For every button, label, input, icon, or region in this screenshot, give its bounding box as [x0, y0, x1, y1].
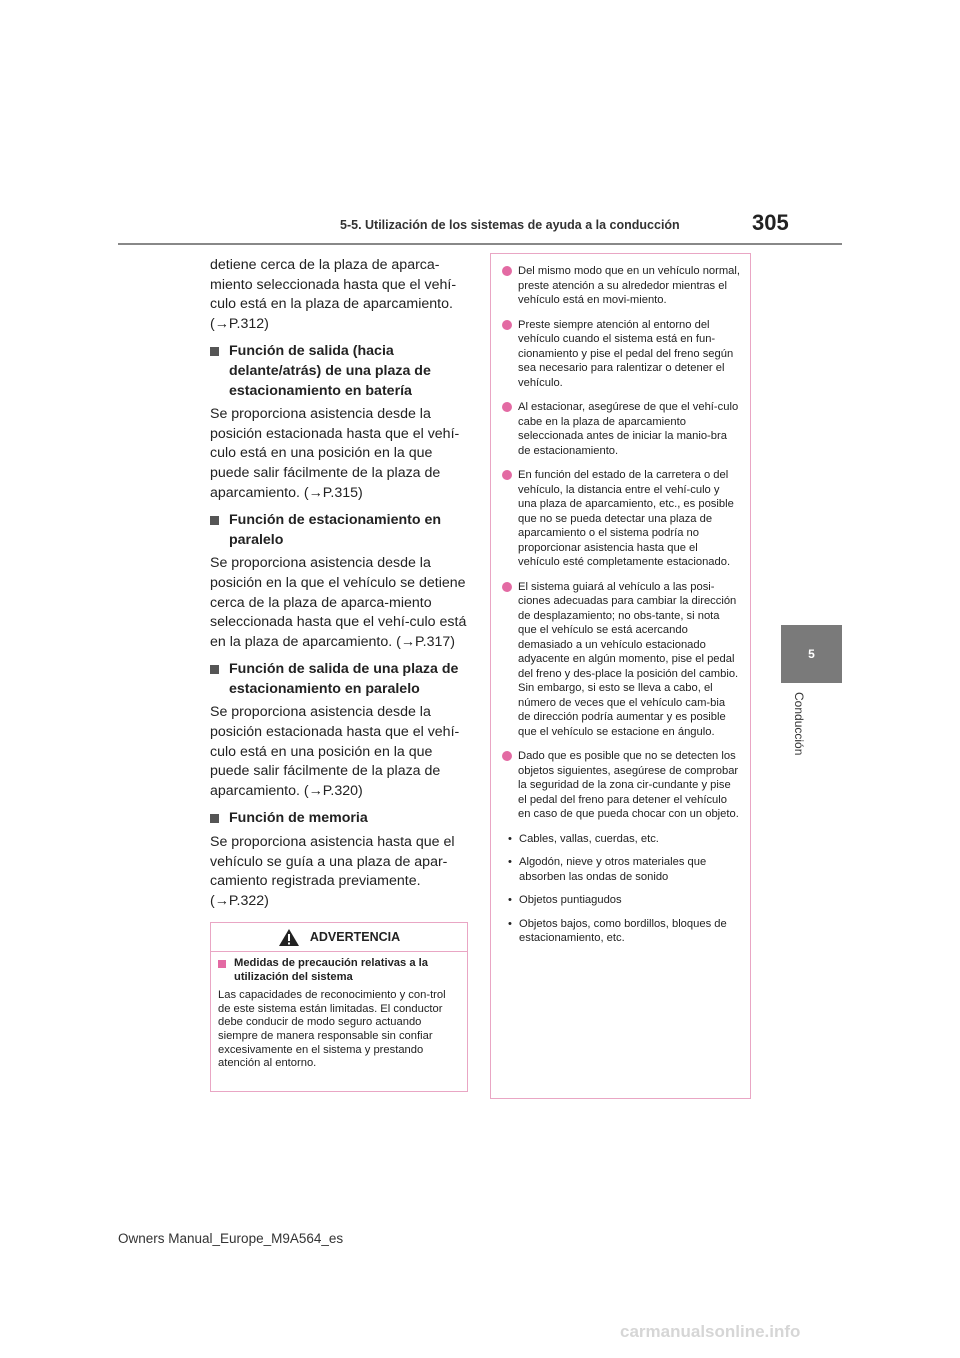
intro-paragraph: detiene cerca de la plaza de aparca-miento seleccionada hasta que el vehí-culo está en la plaza de aparcamiento. (→P.312): [210, 257, 457, 332]
list-item: En función del estado de la carretera o del vehículo, la distancia entre el vehí-culo y una plaza de aparcamiento, etc., es posible que no se pueda detectar una plaza de aparcamiento o el sistema podría no proporcionar asistencia hasta que el vehículo esté completamente estacionado.: [502, 468, 740, 570]
warning-triangle-icon: [278, 928, 300, 947]
document-id: Owners Manual_Europe_M9A564_es: [118, 1231, 344, 1246]
warning-box: [210, 922, 468, 1092]
item-body: Se proporciona asistencia hasta que el vehículo se guía a una plaza de apar-camiento registrada previamente. (→P.322): [210, 834, 455, 909]
item-heading: Función de estacionamiento en paralelo: [210, 511, 472, 550]
sub-list-item: • Objetos bajos, como bordillos, bloques de estacionamiento, etc.: [508, 917, 727, 944]
item-heading: Función de memoria: [210, 809, 472, 829]
bullet-dot-icon: [502, 320, 512, 330]
item-heading: Función de salida de una plaza de estacionamiento en paralelo: [210, 660, 472, 699]
sub-list-item: • Objetos puntiagudos: [508, 894, 622, 906]
item-body: Se proporciona asistencia desde la posición estacionada hasta que el vehí-culo está en una posición en la que puede salir fácilmente de la plaza de aparcamiento. (→P.315): [210, 406, 460, 501]
chapter-label: Conducción: [792, 692, 806, 756]
section-title: 5-5. Utilización de los sistemas de ayuda a la conducción: [340, 218, 680, 232]
left-column: [210, 256, 472, 919]
bullet-dot-icon: [502, 751, 512, 761]
page-number: 305: [752, 210, 789, 235]
warning-subheading: Medidas de precaución relativas a la utilización del sistema: [218, 957, 460, 984]
list-item: Al estacionar, asegúrese de que el vehí-culo cabe en la plaza de aparcamiento seleccionada antes de iniciar la manio-bra de estacionamiento.: [502, 400, 740, 458]
caution-notes-box: [490, 253, 751, 1099]
list-item: El sistema guiará al vehículo a las posi-ciones adecuadas para cambiar la dirección de desplazamiento; no obs-tante, si nota que el vehículo se está acercando demasiado a un vehículo estacionado adyacente en algún momento, pise el pedal del freno y des-place la posición del cambio. Sin embargo, si esto se lleva a cabo, el número de veces que el vehículo cam-bia de dirección podría aumentar y es posible que el vehículo se estacione en ángulo.: [502, 580, 740, 740]
chapter-tab: [781, 625, 842, 683]
square-bullet-icon: [210, 814, 219, 823]
warning-text: Las capacidades de reconocimiento y con-trol de este sistema están limitadas. El conductor debe conducir de modo seguro actuando siempre de manera responsable sin confiar excesivamente en el sistema y prestando atención al entorno.: [218, 989, 446, 1070]
square-bullet-icon: [210, 516, 219, 525]
item-body: Se proporciona asistencia desde la posición estacionada hasta que el vehí-culo está en una posición en la que puede salir fácilmente de la plaza de aparcamiento. (→P.320): [210, 704, 460, 799]
square-bullet-icon: [210, 347, 219, 356]
item-body: Se proporciona asistencia desde la posición en la que el vehículo se detiene cerca de la plaza de aparca-miento seleccionada hasta que el vehí-culo está en la plaza de aparcamiento. (→P.317): [210, 555, 467, 650]
bullet-dot-icon: [502, 470, 512, 480]
square-bullet-icon: [218, 960, 226, 968]
warning-header: [211, 923, 467, 952]
bullet-dot-icon: [502, 582, 512, 592]
list-item: Preste siempre atención al entorno del vehículo cuando el sistema está en fun-cionamiento y pise el pedal del freno según sea necesario para ralentizar o detener el vehículo.: [502, 318, 740, 391]
item-heading: Función de salida (hacia delante/atrás) de una plaza de estacionamiento en batería: [210, 342, 472, 401]
watermark: carmanualsonline.info: [620, 1322, 801, 1341]
warning-title: ADVERTENCIA: [309, 930, 401, 944]
list-item: Del mismo modo que en un vehículo normal, preste atención a su alrededor mientras el vehículo está en movi-miento.: [502, 264, 740, 308]
bullet-dot-icon: [502, 402, 512, 412]
chapter-number: 5: [808, 647, 815, 661]
list-item: Dado que es posible que no se detecten los objetos siguientes, asegúrese de comprobar la seguridad de la zona cir-cundante y pise el pedal del freno para detener el vehículo en caso de que pueda chocar con un objeto.: [502, 749, 740, 822]
square-bullet-icon: [210, 665, 219, 674]
sub-list-item: • Algodón, nieve y otros materiales que absorben las ondas de sonido: [508, 856, 707, 883]
sub-list-item: • Cables, vallas, cuerdas, etc.: [508, 832, 659, 845]
bullet-dot-icon: [502, 266, 512, 276]
header-rule: [118, 243, 842, 245]
